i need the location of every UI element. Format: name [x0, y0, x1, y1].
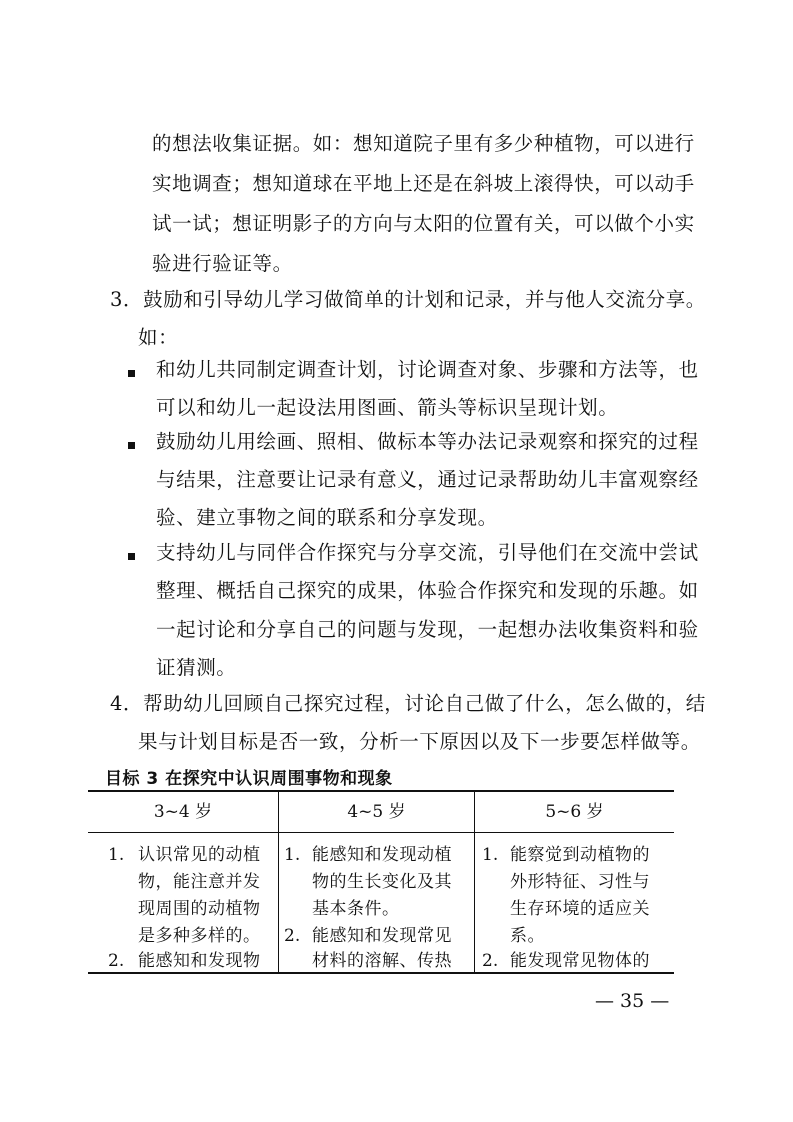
- text-line: 鼓励幼儿用绘画、照相、做标本等办法记录观察和探究的过程: [156, 430, 699, 453]
- text-line: 3．鼓励和引导幼儿学习做简单的计划和记录，并与他人交流分享。: [110, 288, 706, 311]
- cell-line: 外形特征、习性与: [510, 872, 650, 892]
- text-line: 和幼儿共同制定调查计划，讨论调查对象、步骤和方法等，也: [156, 358, 699, 381]
- table-header-rule: [88, 832, 674, 833]
- text-line: 一起讨论和分享自己的问题与发现，一起想办法收集资料和验: [156, 618, 699, 641]
- square-bullet-icon: [128, 553, 135, 560]
- cell-line: 物的生长变化及其: [312, 872, 452, 892]
- text-line: 果与计划目标是否一致，分析一下原因以及下一步要怎样做等。: [138, 730, 701, 753]
- text-line: 4．帮助幼儿回顾自己探究过程，讨论自己做了什么，怎么做的，结: [110, 692, 706, 715]
- text-line: 证猜测。: [156, 656, 237, 679]
- text-line: 如：: [138, 326, 179, 349]
- item-number: 1.: [284, 845, 301, 865]
- text-line: 的想法收集证据。如：想知道院子里有多少种植物，可以进行: [152, 132, 695, 155]
- text-line: 验进行验证等。: [152, 252, 293, 275]
- cell-line: 能感知和发现常见: [312, 926, 452, 946]
- item-number: 1.: [108, 845, 125, 865]
- page-number: — 35 —: [595, 990, 670, 1012]
- text-line: 验、建立事物之间的联系和分享发现。: [156, 506, 498, 529]
- text-line: 试一试；想证明影子的方向与太阳的位置有关，可以做个小实: [152, 212, 695, 235]
- item-number: 2.: [284, 926, 301, 946]
- column-header-3-4: 3~4 岁: [153, 802, 213, 822]
- goal-heading: 目标 3 在探究中认识周围事物和现象: [105, 769, 393, 789]
- cell-line: 系。: [510, 926, 545, 946]
- column-header-5-6: 5~6 岁: [545, 802, 604, 822]
- cell-line: 能感知和发现动植: [312, 845, 452, 865]
- text-line: 支持幼儿与同伴合作探究与分享交流，引导他们在交流中尝试: [156, 541, 699, 564]
- column-header-4-5: 4~5 岁: [347, 802, 406, 822]
- square-bullet-icon: [128, 442, 135, 449]
- cell-line: 认识常见的动植: [138, 845, 261, 865]
- item-number: 2.: [482, 951, 499, 971]
- cell-line: 基本条件。: [312, 899, 400, 919]
- item-number: 1.: [482, 845, 499, 865]
- item-number: 2.: [108, 951, 125, 971]
- cell-line: 能发现常见物体的: [510, 951, 650, 971]
- cell-line: 能察觉到动植物的: [510, 845, 650, 865]
- square-bullet-icon: [128, 370, 135, 377]
- text-line: 整理、概括自己探究的成果，体验合作探究和发现的乐趣。如: [156, 579, 699, 602]
- cell-line: 现周围的动植物: [138, 899, 261, 919]
- text-line: 与结果，注意要让记录有意义，通过记录帮助幼儿丰富观察经: [156, 468, 699, 491]
- cell-line: 能感知和发现物: [138, 951, 261, 971]
- cell-line: 是多种多样的。: [138, 926, 261, 946]
- cell-line: 材料的溶解、传热: [312, 951, 452, 971]
- text-line: 可以和幼儿一起设法用图画、箭头等标识呈现计划。: [156, 396, 619, 419]
- cell-line: 物，能注意并发: [138, 872, 261, 892]
- text-line: 实地调查；想知道球在平地上还是在斜坡上滚得快，可以动手: [152, 172, 695, 195]
- table-top-rule: [88, 790, 674, 792]
- cell-line: 生存环境的适应关: [510, 899, 650, 919]
